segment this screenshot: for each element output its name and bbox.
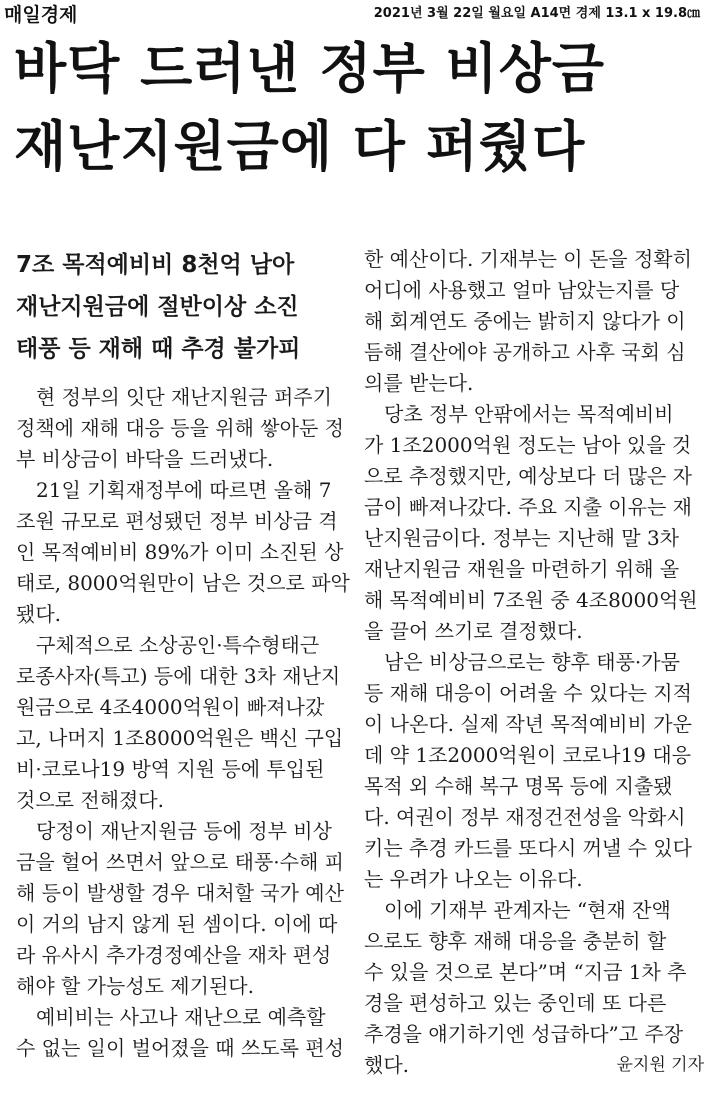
text-line: 한 예산이다. 기재부는 이 돈을 정확히 — [364, 247, 692, 271]
article-paragraph — [364, 244, 704, 399]
article-column-left — [16, 244, 356, 1064]
text-line: 예비비는 사고나 재난으로 예측할 — [36, 1005, 326, 1029]
text-line: 경을 편성하고 있는 중인데 또 다른 — [364, 991, 667, 1015]
subheading: 7조 목적예비비 8천억 남아 — [16, 252, 295, 278]
text-line: 가 1조2000억원 정도는 남아 있을 것 — [364, 433, 692, 457]
text-line: 해 목적예비비 7조원 중 4조8000억원 — [364, 588, 698, 612]
text-line: 으로도 향후 재해 대응을 충분히 할 — [364, 929, 667, 953]
text-line: 됐다. — [16, 602, 61, 626]
text-line: 당정이 재난지원금 등에 정부 비상 — [36, 819, 332, 843]
masthead — [0, 0, 708, 24]
text-line: 키는 추경 카드를 또다시 꺼낼 수 있다 — [364, 836, 692, 860]
article-paragraph — [16, 475, 356, 630]
subheading: 재난지원금에 절반이상 소진 — [16, 294, 299, 320]
text-line: 조원 규모로 편성됐던 정부 비상금 격 — [16, 509, 338, 533]
article-paragraph — [16, 1002, 356, 1064]
text-line: 구체적으로 소상공인·특수형태근 — [36, 633, 320, 657]
text-line: 현 정부의 잇단 재난지원금 퍼주기 — [36, 385, 332, 409]
text-line: 해야 할 가능성도 제기된다. — [16, 974, 254, 998]
text-line: 로종사자(특고) 등에 대한 3차 재난지 — [16, 664, 341, 688]
newspaper-logo: 매일경제 — [4, 4, 78, 26]
text-line: 고, 나머지 1조8000억원은 백신 구입 — [16, 726, 344, 750]
article-paragraph — [16, 816, 356, 1002]
article-paragraph — [16, 630, 356, 816]
text-line: 이에 기재부 관계자는 “현재 잔액 — [384, 898, 671, 922]
text-line: 했다. 윤지원 기자 — [364, 1050, 704, 1081]
text-line: 21일 기획재정부에 따르면 올해 7 — [36, 478, 332, 502]
article-paragraph — [364, 399, 704, 647]
headline-line: 바닥 드러낸 정부 비상금 — [14, 37, 606, 100]
text-line: 남은 비상금으로는 향후 태풍·가뭄 — [384, 650, 680, 674]
text-line: 난지원금이다. 정부는 지난해 말 3차 — [364, 526, 679, 550]
text-line: 추경을 얘기하기엔 성급하다”고 주장 — [364, 1022, 684, 1046]
text-line: 금이 빠져나갔다. 주요 지출 이유는 재 — [364, 495, 692, 519]
text-line: 해 등이 발생할 경우 대처할 국가 예산 — [16, 881, 344, 905]
article-paragraph — [364, 895, 704, 1081]
text-line: 수 있을 것으로 본다”며 “지금 1차 추 — [364, 960, 687, 984]
text-line: 이 거의 남지 않게 된 셈이다. 이에 따 — [16, 912, 338, 936]
text-line: 것으로 전해졌다. — [16, 788, 164, 812]
article-paragraph — [16, 382, 356, 475]
text-line: 의를 받는다. — [364, 371, 474, 395]
text-line: 태로, 8000억원만이 남은 것으로 파악 — [16, 571, 350, 595]
headline-line: 재난지원금에 다 퍼줬다 — [14, 115, 586, 178]
text-line: 라 유사시 추가경정예산을 재차 편성 — [16, 943, 332, 967]
edition-info: 2021년 3월 22일 월요일 A14면 경제 13.1 x 19.8㎝ — [373, 6, 700, 21]
text-line: 등 재해 대응이 어려울 수 있다는 지적 — [364, 681, 692, 705]
text-line: 금을 헐어 쓰면서 앞으로 태풍·수해 피 — [16, 850, 344, 874]
text-line: 비·코로나19 방역 지원 등에 투입된 — [16, 757, 325, 781]
text-line: 수 없는 일이 벌어졌을 때 쓰도록 편성 — [16, 1036, 344, 1060]
text-line: 당초 정부 안팎에서는 목적예비비 — [384, 402, 674, 426]
article-column-right — [364, 244, 704, 1081]
text-line: 목적 외 수해 복구 명목 등에 지출됐 — [364, 774, 673, 798]
subheadings — [16, 244, 356, 370]
article-paragraph — [364, 647, 704, 895]
text-line: 재난지원금 재원을 마련하기 위해 올 — [364, 557, 680, 581]
text-line: 인 목적예비비 89%가 이미 소진된 상 — [16, 540, 344, 564]
text-line: 을 끌어 쓰기로 결정했다. — [364, 619, 583, 643]
text-line: 원금으로 4조4000억원이 빠져나갔 — [16, 695, 325, 719]
headline — [14, 30, 704, 186]
article-body-right — [364, 244, 704, 1081]
text-line: 데 약 1조2000억원이 코로나19 대응 — [364, 743, 692, 767]
text-line: 어디에 사용했고 얼마 남았는지를 당 — [364, 278, 680, 302]
text-line: 으로 추정했지만, 예상보다 더 많은 자 — [364, 464, 692, 488]
byline: 윤지원 기자 — [616, 1055, 704, 1075]
text-line: 이 나온다. 실제 작년 목적예비비 가운 — [364, 712, 692, 736]
text-line: 듬해 결산에야 공개하고 사후 국회 심 — [364, 340, 686, 364]
text-line: 부 비상금이 바닥을 드러냈다. — [16, 447, 274, 471]
text-line: 다. 여권이 정부 재정건전성을 악화시 — [364, 805, 686, 829]
subheading: 태풍 등 재해 때 추경 불가피 — [16, 336, 301, 362]
text-line: 해 회계연도 중에는 밝히지 않다가 이 — [364, 309, 686, 333]
text-line: 는 우려가 나오는 이유다. — [364, 867, 583, 891]
text-line: 정책에 재해 대응 등을 위해 쌓아둔 정 — [16, 416, 344, 440]
article-body-left — [16, 382, 356, 1064]
